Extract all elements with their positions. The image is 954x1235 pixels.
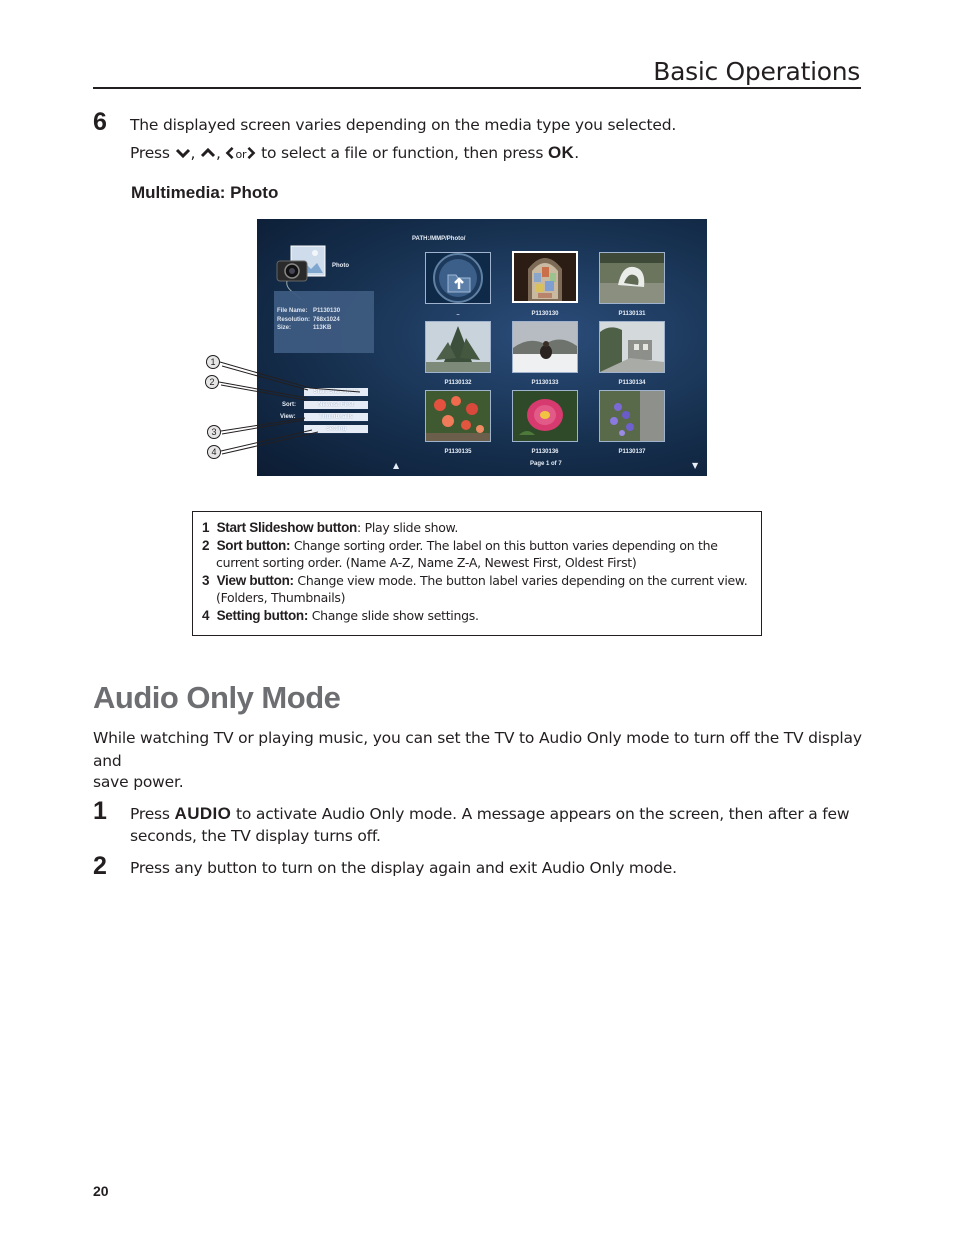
legend-item-4: 4 Setting button: Change slide show settings. bbox=[202, 607, 479, 623]
resolution-value: 768x1024 bbox=[313, 317, 340, 323]
step-number-1: 1 bbox=[93, 797, 107, 825]
legend-item-1: 1 Start Slideshow button: Play slide show. bbox=[202, 520, 459, 535]
callout-2: 2 bbox=[205, 375, 219, 389]
step1-line1: Press AUDIO to activate Audio Only mode. A message appears on the screen, then after a few bbox=[130, 804, 850, 823]
view-button[interactable]: Thumbnails bbox=[304, 413, 368, 422]
to-select-text: to select a file or function, then press bbox=[261, 144, 544, 162]
file-name-label: File Name: bbox=[277, 308, 308, 314]
comma: , bbox=[190, 144, 196, 162]
media-type-label: Photo bbox=[332, 263, 349, 269]
audio-key: AUDIO bbox=[174, 804, 232, 823]
file-name-value: P1130130 bbox=[313, 308, 341, 314]
callout-leader-lines bbox=[0, 0, 954, 500]
callout-4: 4 bbox=[207, 445, 221, 459]
step1-line2: seconds, the TV display turns off. bbox=[130, 827, 381, 845]
callout-3: 3 bbox=[207, 425, 221, 439]
sort-button[interactable]: Newest First bbox=[304, 401, 368, 410]
thumbnail-label: P1130130 bbox=[531, 311, 559, 317]
press-word: Press bbox=[130, 144, 170, 162]
step-number-6: 6 bbox=[93, 108, 107, 136]
legend-item-3: 3 View button: Change view mode. The button label varies depending on the current view. bbox=[202, 572, 748, 588]
legend-item-3-cont: (Folders, Thumbnails) bbox=[216, 590, 346, 606]
thumbnail-label: P1130134 bbox=[618, 380, 646, 386]
callout-1: 1 bbox=[206, 355, 220, 369]
thumbnail-label: P1130133 bbox=[531, 380, 559, 386]
thumbnail-label: P1130132 bbox=[444, 380, 472, 386]
period: . bbox=[574, 144, 579, 162]
legend-item-2-cont: current sorting order. (Name A-Z, Name Z-A, Newest First, Oldest First) bbox=[216, 555, 637, 571]
or-word: or bbox=[235, 148, 247, 161]
step-number-2: 2 bbox=[93, 852, 107, 880]
path-label: PATH:/MMP/Photo/ bbox=[412, 236, 466, 242]
page-indicator: Page 1 of 7 bbox=[530, 461, 562, 467]
audio-only-heading: Audio Only Mode bbox=[93, 680, 341, 715]
audio-intro: While watching TV or playing music, you can set the TV to Audio Only mode to turn off the TV display and save power. bbox=[93, 729, 862, 791]
view-label: View: bbox=[280, 414, 296, 420]
legend-item-2: 2 Sort button: Change sorting order. The label on this button varies depending on the bbox=[202, 537, 718, 553]
thumbnail-label: P1130131 bbox=[618, 311, 646, 317]
thumbnail-label: P1130136 bbox=[531, 449, 559, 455]
ok-key: OK bbox=[547, 143, 575, 162]
resolution-label: Resolution: bbox=[277, 317, 310, 323]
comma: , bbox=[216, 144, 221, 162]
thumbnail-label: P1130135 bbox=[444, 449, 472, 455]
thumbnail-label: .. bbox=[456, 311, 460, 317]
page-number: 20 bbox=[93, 1183, 109, 1199]
button-legend bbox=[192, 511, 762, 636]
size-label: Size: bbox=[277, 325, 292, 331]
sort-label: Sort: bbox=[282, 402, 296, 408]
page-up-icon[interactable]: ▲ bbox=[393, 461, 400, 470]
size-value: 113KB bbox=[313, 325, 332, 331]
step2-text: Press any button to turn on the display again and exit Audio Only mode. bbox=[130, 859, 677, 877]
start-slideshow-button[interactable]: Start Slideshow bbox=[304, 388, 368, 397]
section-title: Basic Operations bbox=[653, 57, 860, 86]
page-down-icon[interactable]: ▼ bbox=[692, 461, 699, 470]
step6-line1: The displayed screen varies depending on the media type you selected. bbox=[130, 116, 677, 134]
thumbnail-label: P1130137 bbox=[618, 449, 646, 455]
setting-button[interactable]: Setting bbox=[304, 425, 368, 434]
subheading: Multimedia: Photo bbox=[131, 183, 279, 202]
